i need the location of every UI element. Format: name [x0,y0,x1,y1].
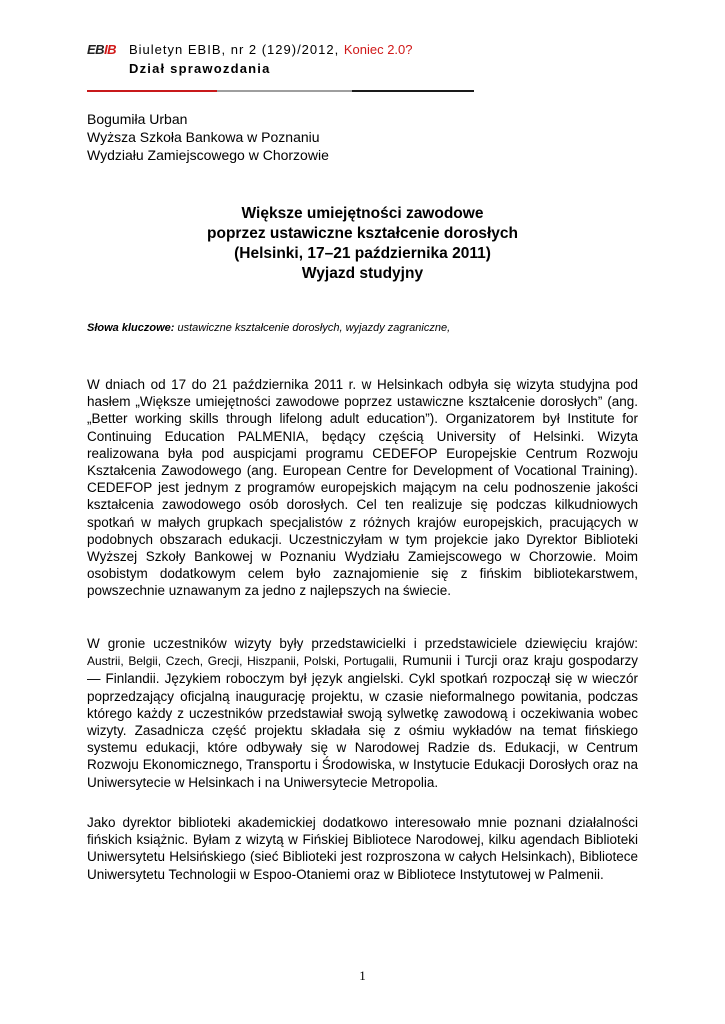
title-line-4: Wyjazd studyjny [301,265,424,282]
page-header [87,42,477,94]
section-name: Dział sprawozdania [129,61,271,76]
keywords [87,322,450,334]
header-rule-black [352,90,474,92]
paragraph-2-intro: W gronie uczestników wizyty były przedstawicielki i przedstawiciele dziewięciu krajów: [87,636,638,651]
paragraph-3: Jako dyrektor biblioteki akademickiej dodatkowo interesowało mnie poznani działalności fińskich książnic. Byłam z wizytą w Fińskiej Bibliotece Narodowej, kilku agendach Biblioteki Uniwersytetu Helsińskiego (sieć Biblioteki jest rozproszona w całych Helsinkach), Bibliotece Uniwersytetu Technologii w Espoo-Otaniemi oraz w Bibliotece Instytutowej w Palmenii. [87,815,638,882]
issue-theme: Koniec 2.0? [343,42,413,57]
title-line-1: Większe umiejętności zawodowe [241,205,484,222]
paragraph-2 [87,635,638,791]
bulletin-issue [129,42,413,57]
logo-part1: EB [87,42,105,57]
logo-part2: IB [104,42,117,57]
page-number: 1 [359,968,366,983]
paragraph-2-rest: Rumunii i Turcji oraz kraju gospodarzy — Finlandii. Językiem roboczym był język angielski. Cykl spotkań rozpoczął się w wieczór poprzedzający oficjalną inaugurację projektu, w czasie nieformalnego powitania, podczas którego każdy z uczestników przedstawiał swoją sylwetkę zawodową i oczekiwania wobec wizyty. Zasadnicza część projektu składała się z ośmiu wykładów na temat fińskiego systemu edukacji, które odbywały się w Narodowej Radzie ds. Edukacji, w Centrum Rozwoju Ekonomicznego, Transportu i Środowiska, w Instytucie Edukacji Dorosłych oraz na Uniwersytecie w Helsinkach i na Uniwersytecie Metropolia. [87,653,639,790]
paragraph-2-countries: Austrii, Belgii, Czech, Grecji, Hiszpanii, Polski, Portugalii, [87,654,398,669]
article-title [87,204,638,284]
title-line-3: (Helsinki, 17–21 października 2011) [234,245,491,262]
header-rule-gray [217,90,352,92]
title-line-2: poprzez ustawiczne kształcenie dorosłych [207,225,518,242]
header-rule-red [87,90,217,92]
keywords-text: ustawiczne kształcenie dorosłych, wyjazdy zagraniczne, [174,322,451,334]
bulletin-name: Biuletyn EBIB, nr 2 (129)/2012, [129,42,344,57]
author-institution: Wyższa Szkoła Bankowa w Poznaniu [87,129,320,145]
keywords-label: Słowa kluczowe: [87,322,175,334]
author-block [87,110,329,164]
ebib-logo [87,42,116,57]
paragraph-1: W dniach od 17 do 21 października 2011 r. w Helsinkach odbyła się wizyta studyjna pod hasłem „Większe umiejętności zawodowe poprzez ustawiczne kształcenie dorosłych” (ang. „Better working skills through lifelong adult education”). Organizatorem był Institute for Continuing Education PALMENIA, będący częścią University of Helsinki. Wizyta realizowana była pod auspicjami programu CEDEFOP Europejskie Centrum Rozwoju Kształcenia Zawodowego (ang. European Centre for Development of Vocational Training). CEDEFOP jest jednym z programów europejskich mającym na celu podnoszenie jakości kształcenia zawodowego osób dorosłych. Cel ten realizuje się podczas kilkudniowych spotkań w małych grupkach specjalistów z różnych krajów europejskich, pracujących w podobnych obszarach edukacji. Uczestniczyłam w tym projekcie jako Dyrektor Biblioteki Wyższej Szkoły Bankowej w Poznaniu Wydziału Zamiejscowego w Chorzowie. Moim osobistym dodatkowym celem było zaznajomienie się z fińskim bibliotekarstwem, powszechnie uznawanym za jedno z najlepszych na świecie. [87,377,638,599]
author-faculty: Wydziału Zamiejscowego w Chorzowie [87,147,329,163]
author-name: Bogumiła Urban [87,111,188,127]
